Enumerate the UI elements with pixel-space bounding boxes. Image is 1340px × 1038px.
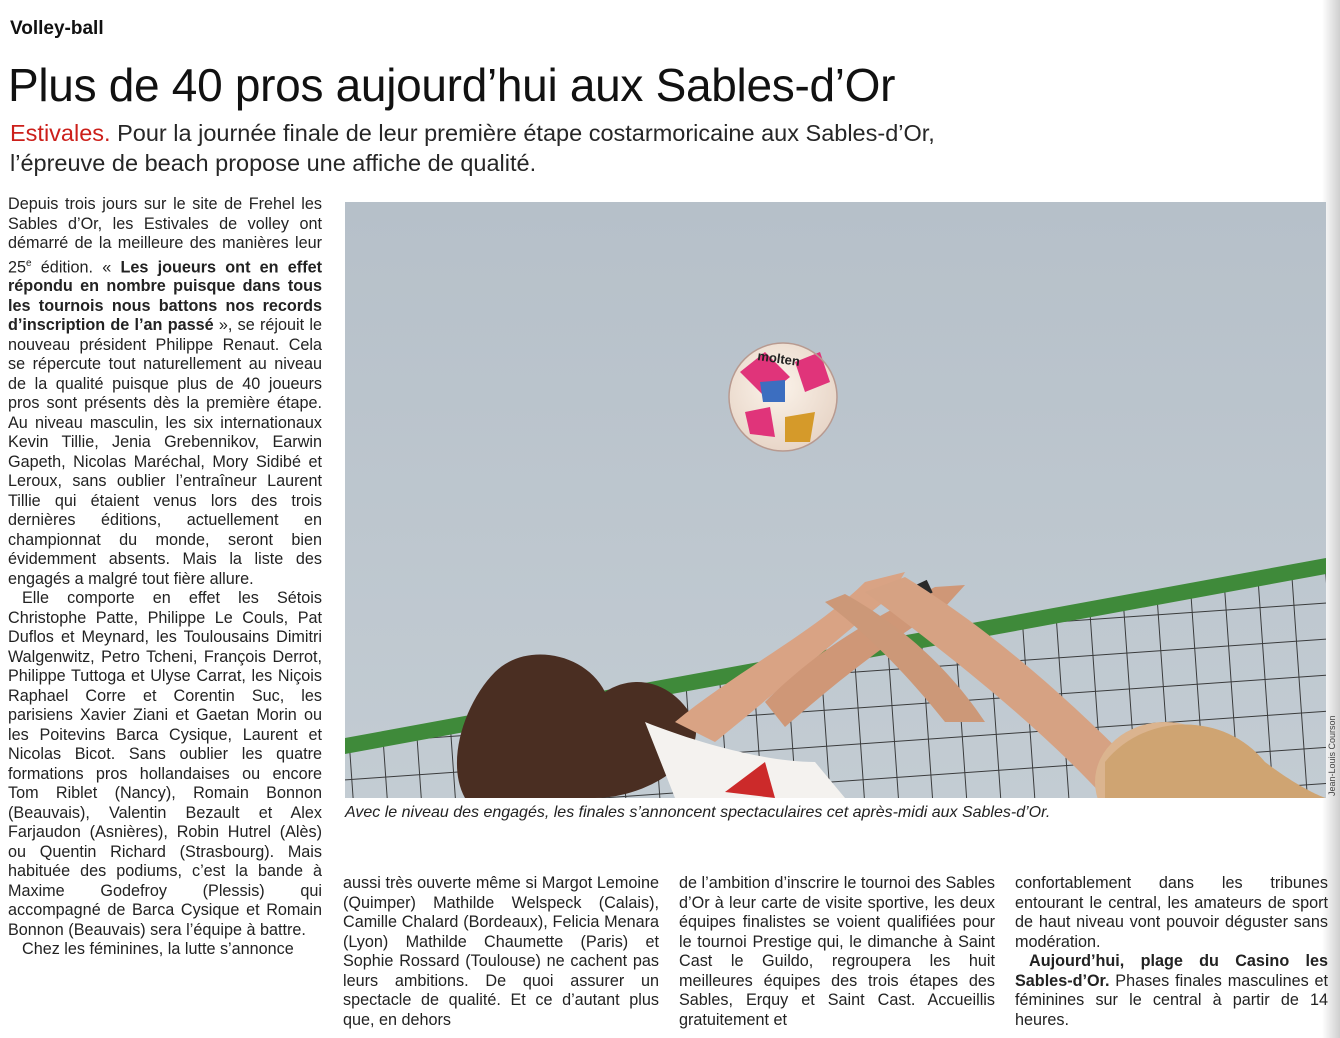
volleyball <box>729 343 837 451</box>
column-3-text: de l’ambition d’inscrire le tournoi des Sables d’Or à leur carte de visite sportive, les deux équipes finalistes se voient qualifiées pour le tournoi Prestige qui, le dimanche à Saint Cast le Guildo, regroupera les huit meilleures équipes des trois étapes des Sables, Erquy et Saint Cast. Accueillis gratuitement et <box>679 874 995 1029</box>
practical-info-bold: Aujourd’hui, plage du Casino les Sables-d’Or. <box>1015 952 1328 990</box>
photo-credit-text: Jean-Louis Courson <box>1327 715 1337 796</box>
column-4-text: confortablement dans les tribunes entourant le central, les amateurs de sport de haut niveau vont pouvoir déguster sans modération. <box>1015 874 1328 951</box>
paragraph-3-start: Chez les féminines, la lutte s’annonce <box>22 940 294 959</box>
p1-superscript: e <box>26 257 32 269</box>
column-2-text: aussi très ouverte même si Margot Lemoine (Quimper) Mathilde Welspeck (Calais), Camille Chalard (Bordeaux), Felicia Menara (Lyon) Mathilde Chaumette (Paris) et Sophie Rossard (Toulouse) ne cachent pas leurs ambitions. De quoi assurer un spectacle de qualité. Et ce d’autant plus que, en dehors <box>343 874 659 1029</box>
standfirst-text: Pour la journée finale de leur première étape costarmoricaine aux Sables-d’Or, l’épreuve de beach propose une affiche de qualité. <box>10 120 935 176</box>
section-rubric: Volley-ball <box>10 18 104 39</box>
photo-caption: Avec le niveau des engagés, les finales s’annoncent spectaculaires cet après-midi aux Sables-d’Or. <box>345 804 1051 821</box>
headline: Plus de 40 pros aujourd’hui aux Sables-d’Or <box>8 59 896 111</box>
photo-illustration <box>345 202 1326 798</box>
article-column-3 <box>679 874 995 1030</box>
article-column-4 <box>1015 874 1328 1030</box>
p1-quote: Les joueurs ont en effet répondu en nombre puisque dans tous les tournois nous battons nos records d’inscription de l’an passé <box>8 257 322 335</box>
standfirst-kicker: Estivales. <box>10 120 111 146</box>
paragraph-2: Elle comporte en effet les Sétois Christophe Patte, Philippe Le Couls, Pat Duflos et Meynard, les Toulousains Dimitri Walgenwitz, Petro Tcheni, François Derrot, Philippe Tuttoga et Ulyse Carrat, les Niçois Raphael Corre et Corentin Suc, les parisiens Xavier Ziani et Gaetan Morin ou les Poitevins Barca Cysique, Laurent et Nicolas Bicot. Sans oublier les quatre formations pros hollandaises ou encore Tom Riblet (Nancy), Romain Bonnon (Beauvais), Valentin Bezault et Alex Farjaudon (Asnières), Robin Hutrel (Alès) ou Quentin Richard (Strasbourg). Mais habituée des podiums, c’est la bande à Maxime Godefroy (Plessis) qui accompagné de Barca Cysique et Romain Bonnon (Beauvais) sera l’équipe à battre. <box>8 589 322 939</box>
standfirst <box>10 118 1010 178</box>
paragraph-1 <box>8 195 322 589</box>
practical-info-text: Phases finales masculines et féminines sur le central à partir de 14 heures. <box>1015 971 1328 1029</box>
practical-info <box>1015 952 1328 1030</box>
article-column-2 <box>343 874 659 1030</box>
article-column-1 <box>8 195 322 960</box>
p1-text-a: Depuis trois jours sur le site de Frehel les Sables d’Or, les Estivales de volley ont démarré de la meilleure des manières leur 25 <box>8 195 322 276</box>
p1-text-c: », se réjouit le nouveau président Philippe Renaut. Cela se répercute tout naturellement au niveau de la qualité puisque plus de 40 joueurs pros sont présents dès la première étape. Au niveau masculin, les six internationaux Kevin Tillie, Jenia Grebennikov, Earwin Gapeth, Nicolas Maréchal, Mory Sidibé et Leroux, sans oublier l’entraîneur Laurent Tillie qui étaient venus lors des trois dernières éditions, actuellement en championnat du monde, seront bien évidemment absents. Mais la liste des engagés a malgré tout fière allure. <box>8 316 322 588</box>
photo-credit <box>1327 715 1339 796</box>
beach-volley-photo <box>345 202 1326 798</box>
ball-brand-text: molten <box>756 348 801 369</box>
p1-text-b: édition. « <box>31 257 121 276</box>
